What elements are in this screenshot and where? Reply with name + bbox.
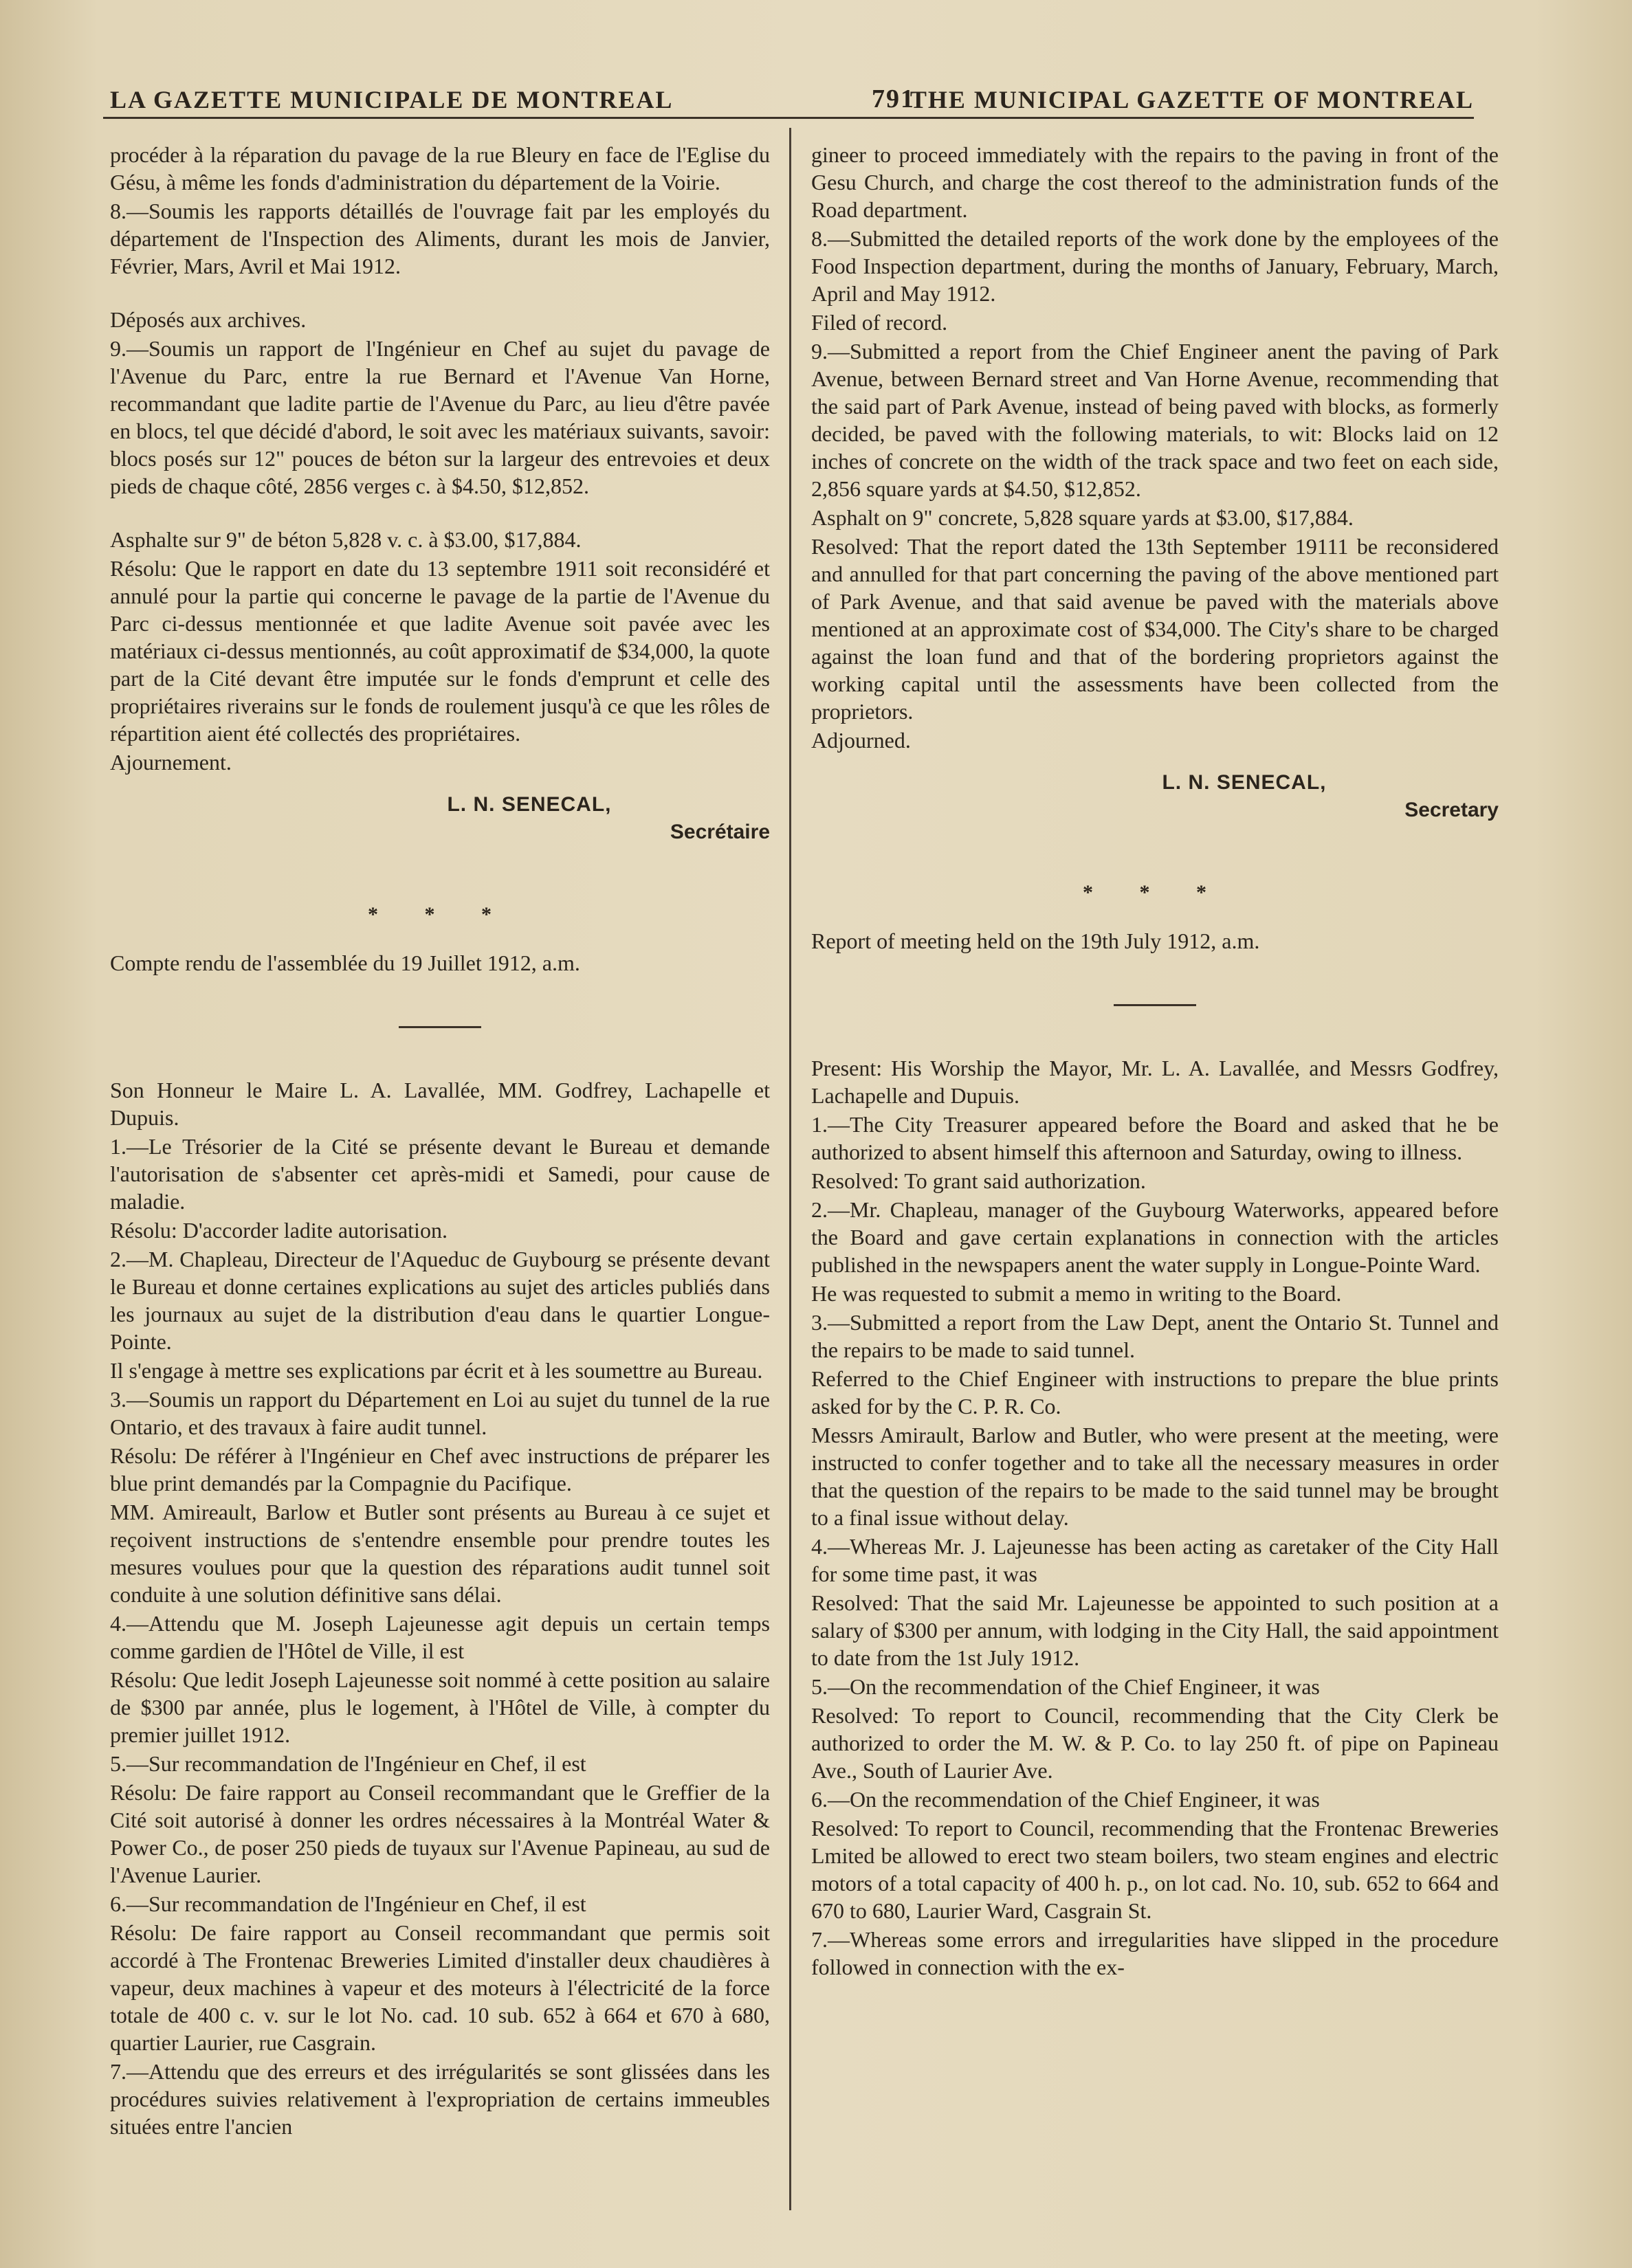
paragraph: 8.—Submitted the detailed reports of the work done by the employees of the Food Inspection department, during the months of January, February, March, April and May 1912.	[811, 226, 1499, 306]
signature-name: L. N. SENECAL,	[1162, 771, 1327, 794]
paragraph: Asphalt on 9" concrete, 5,828 square yards at $3.00, $17,884.	[811, 505, 1354, 530]
paragraph: MM. Amireault, Barlow et Butler sont présents au Bureau à ce sujet et reçoivent instructions de s'entendre ensemble pour prendre toutes les mesures voulues pour que la question des réparations audit tunnel soit conduite à une solution définitive sans délai.	[110, 1500, 770, 1607]
header-rule	[103, 117, 1474, 119]
french-column	[110, 141, 770, 2142]
paragraph: Ajournement.	[110, 750, 232, 775]
paragraph: 5.—On the recommendation of the Chief Engineer, it was	[811, 1674, 1320, 1699]
signature-title: Secrétaire	[670, 821, 770, 843]
paragraph: 6.—Sur recommandation de l'Ingénieur en Chef, il est	[110, 1891, 586, 1916]
paragraph: Résolu: De faire rapport au Conseil recommandant que permis soit accordé à The Frontenac Breweries Limited d'installer deux chaudières à vapeur, deux machines à vapeur et des moteurs à l'électricité de la force totale de 400 c. v. sur le lot No. cad. 10 sub. 652 à 664 et 670 à 680, quartier Laurier, rue Casgrain.	[110, 1920, 770, 2055]
paragraph: 6.—On the recommendation of the Chief Engineer, it was	[811, 1787, 1320, 1812]
paragraph: Déposés aux archives.	[110, 307, 307, 332]
paragraph: Son Honneur le Maire L. A. Lavallée, MM. Godfrey, Lachapelle et Dupuis.	[110, 1078, 770, 1130]
section-separator: * * *	[1083, 881, 1227, 904]
paragraph: Résolu: De faire rapport au Conseil recommandant que le Greffier de la Cité soit autorisé à donner les ordres nécessaires à la Montréal Water & Power Co., de poser 250 pieds de tuyaux sur l'Avenue Papineau, au sud de l'Avenue Laurier.	[110, 1780, 770, 1887]
paragraph: Resolved: That the report dated the 13th September 19111 be reconsidered and annulled for that part concerning the paving of the above mentioned part of Park Avenue, and that said avenue be paved with the materials above mentioned at an approximate cost of $34,000. The City's share to be charged against the loan fund and that of the bordering proprietors against the working capital until the assessments have been collected from the proprietors.	[811, 534, 1499, 724]
english-column	[811, 141, 1499, 1982]
header-english-title: THE MUNICIPAL GAZETTE OF MONTREAL	[909, 86, 1474, 113]
page-number: 791	[872, 85, 915, 113]
paragraph: gineer to proceed immediately with the repairs to the paving in front of the Gesu Church, and charge the cost thereof to the administration funds of the Road department.	[811, 142, 1499, 222]
paragraph: Résolu: Que le rapport en date du 13 septembre 1911 soit reconsidéré et annulé pour la partie qui concerne le pavage de la partie de l'Avenue du Parc ci-dessus mentionnée et que ladite Avenue soit pavée avec les matériaux ci-dessus mentionnés, au coût approximatif de $34,000, la quote part de la Cité devant être imputée sur le fonds d'emprunt et celle des propriétaires riverains sur le fonds de roulement jusqu'à ce que les rôles de répartition aient été collectés des propriétaires.	[110, 556, 770, 746]
paragraph: Résolu: Que ledit Joseph Lajeunesse soit nommé à cette position au salaire de $300 par année, plus le logement, à l'Hôtel de Ville, à compter du premier juillet 1912.	[110, 1667, 770, 1747]
paragraph: Résolu: De référer à l'Ingénieur en Chef avec instructions de préparer les blue print demandés par la Compagnie du Pacifique.	[110, 1443, 770, 1496]
paragraph: 3.—Soumis un rapport du Département en Loi au sujet du tunnel de la rue Ontario, et des travaux à faire audit tunnel.	[110, 1387, 770, 1439]
paragraph: 1.—Le Trésorier de la Cité se présente devant le Bureau et demande l'autorisation de s'absenter cet après-midi et Samedi, pour cause de maladie.	[110, 1134, 770, 1214]
paragraph: Resolved: To report to Council, recommending that the Frontenac Breweries Lmited be allowed to erect two steam boilers, two steam engines and electric motors of a total capacity of 400 h. p., on lot cad. No. 10, sub. 652 to 664 and 670 to 680, Laurier Ward, Casgrain St.	[811, 1816, 1499, 1923]
paragraph: 3.—Submitted a report from the Law Dept, anent the Ontario St. Tunnel and the repairs to be made to said tunnel.	[811, 1310, 1499, 1362]
paragraph: Messrs Amirault, Barlow and Butler, who were present at the meeting, were instructed to confer together and to take all the necessary measures in order that the question of the repairs to be made to the said tunnel may be brought to a final issue without delay.	[811, 1423, 1499, 1530]
paragraph: 9.—Submitted a report from the Chief Engineer anent the paving of Park Avenue, between Bernard street and Van Horne Avenue, recommending that the said part of Park Avenue, instead of being paved with blocks, as formerly decided, be paved with the following materials, to wit: Blocks laid on 12 inches of concrete on the width of the track space and two feet on each side, 2,856 square yards at $4.50, $12,852.	[811, 339, 1499, 501]
paragraph: 7.—Whereas some errors and irregularities have slipped in the procedure followed in connection with the ex-	[811, 1927, 1499, 1979]
paragraph: He was requested to submit a memo in writing to the Board.	[811, 1281, 1342, 1306]
paragraph: Resolved: To report to Council, recommending that the City Clerk be authorized to order the M. W. & P. Co. to lay 250 ft. of pipe on Papineau Ave., South of Laurier Ave.	[811, 1703, 1499, 1783]
short-rule	[399, 1026, 481, 1028]
paragraph: 4.—Attendu que M. Joseph Lajeunesse agit depuis un certain temps comme gardien de l'Hôtel de Ville, il est	[110, 1611, 770, 1663]
paragraph: Adjourned.	[811, 728, 911, 753]
paragraph: 9.—Soumis un rapport de l'Ingénieur en Chef au sujet du pavage de l'Avenue du Parc, entre la rue Bernard et l'Avenue Van Horne, recommandant que ladite partie de l'Avenue du Parc, au lieu d'être pavée en blocs, tel que décidé d'abord, le soit avec les matériaux suivants, savoir: blocs posés sur 12" pouces de béton sur la largeur des entrevoies et deux pieds de chaque côté, 2856 verges c. à $4.50, $12,852.	[110, 336, 770, 498]
paragraph: 7.—Attendu que des erreurs et des irrégularités se sont glissées dans les procédures suivies relativement à l'expropriation de certains immeubles situées entre l'ancien	[110, 2059, 770, 2139]
page-header	[103, 74, 1474, 122]
paragraph: procéder à la réparation du pavage de la rue Bleury en face de l'Eglise du Gésu, à même les fonds d'administration du département de la Voirie.	[110, 142, 770, 194]
meeting-title: Compte rendu de l'assemblée du 19 Juillet 1912, a.m.	[110, 950, 580, 975]
paragraph: Filed of record.	[811, 310, 948, 335]
column-divider	[789, 128, 791, 2210]
meeting-title: Report of meeting held on the 19th July 1912, a.m.	[811, 929, 1260, 953]
paragraph: 5.—Sur recommandation de l'Ingénieur en Chef, il est	[110, 1751, 586, 1776]
paragraph: Present: His Worship the Mayor, Mr. L. A. Lavallée, and Messrs Godfrey, Lachapelle and Dupuis.	[811, 1056, 1499, 1108]
paragraph: 2.—M. Chapleau, Directeur de l'Aqueduc de Guybourg se présente devant le Bureau et donne certaines explications au sujet des articles publiés dans les journaux au sujet de la distribution d'eau dans le quartier Longue-Pointe.	[110, 1247, 770, 1354]
paragraph: Resolved: That the said Mr. Lajeunesse be appointed to such position at a salary of $300 per annum, with lodging in the City Hall, the said appointment to date from the 1st July 1912.	[811, 1590, 1499, 1670]
paragraph: Resolved: To grant said authorization.	[811, 1168, 1146, 1193]
header-french-title: LA GAZETTE MUNICIPALE DE MONTREAL	[110, 86, 674, 113]
paragraph: Asphalte sur 9" de béton 5,828 v. c. à $3.00, $17,884.	[110, 527, 582, 552]
paragraph: Referred to the Chief Engineer with instructions to prepare the blue prints asked for by the C. P. R. Co.	[811, 1366, 1499, 1419]
paragraph: 2.—Mr. Chapleau, manager of the Guybourg Waterworks, appeared before the Board and gave certain explanations in connection with the articles published in the newspapers anent the water supply in Longue-Pointe Ward.	[811, 1197, 1499, 1277]
paragraph: Résolu: D'accorder ladite autorisation.	[110, 1218, 448, 1243]
paragraph: 8.—Soumis les rapports détaillés de l'ouvrage fait par les employés du département de l'Inspection des Aliments, durant les mois de Janvier, Février, Mars, Avril et Mai 1912.	[110, 199, 770, 278]
signature-name: L. N. SENECAL,	[447, 793, 612, 816]
paragraph: 1.—The City Treasurer appeared before the Board and asked that he be authorized to absent himself this afternoon and Saturday, owing to illness.	[811, 1112, 1499, 1164]
section-separator: * * *	[368, 903, 512, 926]
paragraph: 4.—Whereas Mr. J. Lajeunesse has been acting as caretaker of the City Hall for some time past, it was	[811, 1534, 1499, 1586]
short-rule	[1114, 1004, 1196, 1006]
signature-title: Secretary	[1404, 799, 1499, 821]
paragraph: Il s'engage à mettre ses explications par écrit et à les soumettre au Bureau.	[110, 1358, 763, 1383]
